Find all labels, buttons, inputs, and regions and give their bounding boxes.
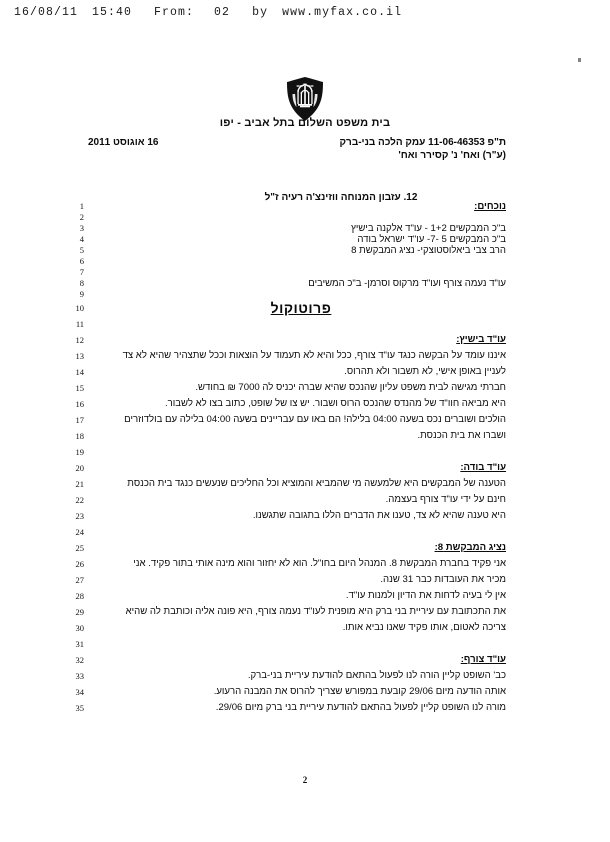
section-line: הולכים ושוברים נכס בשעה 04:00 בלילה! הם באו עם עבריינים בשעה 04:00 בלילה עם בולדוזרים — [124, 414, 506, 425]
spacer-row — [96, 212, 506, 223]
section-line: היא טענה שהיא לא צד, טענו את הדברים הללו בתגובה שתגשנו. — [252, 510, 506, 521]
line-number: 22 — [75, 495, 84, 505]
line-number: 12 — [75, 335, 84, 345]
spacer-row — [96, 316, 506, 332]
line-number: 9 — [79, 289, 84, 299]
spacer-row — [96, 289, 506, 300]
spacer-row — [96, 636, 506, 652]
spacer-row — [96, 444, 506, 460]
spacer-row — [96, 267, 506, 278]
section-line: לעניין באופן אישי, לא תשבור ולא תהרוס. — [344, 366, 506, 377]
section-line: מכיר את העובדות כבר 31 שנה. — [380, 574, 506, 585]
section-line: חברתי מגישה לבית משפט עליון שהנכס שהיא שברה יכניס לה 7000 ₪ בחודש. — [195, 382, 506, 393]
fax-date: 16/08/11 — [14, 6, 79, 19]
page-number: 2 — [302, 775, 308, 785]
line-number: 19 — [75, 447, 84, 457]
case-parties: (ע"ר) ואח' נ' קסירר ואח' — [398, 150, 506, 161]
section-line: כב' השופט קליין הורה לנו לפעול בהתאם להודעת עיריית בני-ברק. — [247, 670, 506, 681]
line-number: 17 — [75, 415, 84, 425]
line-number: 3 — [79, 223, 84, 233]
section-heading: עו"ד צורף: — [460, 654, 506, 665]
protocol-title-row — [96, 300, 506, 316]
attendees-heading: נוכחים: — [474, 201, 506, 212]
section-line: אין לי בעיה לדחות את הדיון ולמנות עו"ד. — [345, 590, 506, 601]
fax-service-url: www.myfax.co.il — [282, 6, 403, 19]
fax-transmission-header — [14, 6, 596, 22]
section-line: מורה לנו השופט קליין לפעול בהתאם להודעת עיריית בני ברק מיום 29/06. — [215, 702, 506, 713]
line-number-gutter — [62, 201, 84, 716]
section-heading-row — [96, 652, 506, 668]
section-line: הטענה של המבקשים היא שלמעשה מי שהמביא והמוציא וכל החליכים שנעשים כנגד בית הכנסת — [127, 478, 506, 489]
line-number: 18 — [75, 431, 84, 441]
case-header — [88, 136, 506, 162]
line-number: 24 — [75, 527, 84, 537]
line-number: 33 — [75, 671, 84, 681]
israel-state-emblem-icon — [284, 76, 326, 120]
section-line: צריכה לאטום, אותו פקיד שאנו נביא אותו. — [342, 622, 506, 633]
case-date: 16 אוגוסט 2011 — [88, 137, 159, 148]
section-line: היא מביאה חוו"ד של מהנדס שהנכס הרוס ושבור. יש צו של שופט, כתוב בצו לא לשבור. — [164, 398, 506, 409]
line-number: 5 — [79, 245, 84, 255]
line-number: 7 — [79, 267, 84, 277]
court-title: בית משפט השלום בתל אביב - יפו — [219, 117, 391, 129]
section-heading: עו"ד בישיץ: — [456, 334, 506, 345]
section-line: חינם על ידי עו"ד צורף בעצמה. — [385, 494, 506, 505]
fax-from-number: 02 — [214, 6, 231, 19]
line-number: 25 — [75, 543, 84, 553]
fax-by-label: by — [252, 6, 269, 19]
line-number: 14 — [75, 367, 84, 377]
line-number: 31 — [75, 639, 84, 649]
section-line: איננו עומד על הבקשה כנגד עו"ד צורף, ככל והיא לא תעמוד על הוצאות וככל שתצהיר שהיא לא צד — [122, 350, 506, 361]
line-number: 13 — [75, 351, 84, 361]
attendee-line: הרב צבי ביאלוסטוצקי- נציג המבקשת 8 — [351, 245, 506, 256]
protocol-title: פרוטוקול — [270, 300, 332, 316]
line-number: 35 — [75, 703, 84, 713]
section-line: את התכתובת עם עיריית בני ברק היא מופנית לעו"ד נעמה צורף, היא פונה אליה וכותבת לה שהיא — [125, 606, 506, 617]
spacer-row — [96, 524, 506, 540]
attendee-line: עו"ד נעמה צורף ועו"ד מרקוס וסרמן- ב"כ המשיבים — [308, 278, 506, 289]
attendee-line: ב"כ המבקשים 5 -7- עו"ד ישראל בודה — [357, 234, 506, 245]
fax-from-label: From: — [154, 6, 195, 19]
attendee-line: ב"כ המבקשים 1+2 - עו"ד אלקנה בישיץ — [351, 223, 506, 234]
section-heading-row — [96, 540, 506, 556]
protocol-body — [96, 201, 506, 716]
section-heading-row — [96, 460, 506, 476]
line-number: 29 — [75, 607, 84, 617]
line-number: 30 — [75, 623, 84, 633]
line-number: 34 — [75, 687, 84, 697]
line-number: 15 — [75, 383, 84, 393]
line-number: 2 — [79, 212, 84, 222]
line-number: 8 — [79, 278, 84, 288]
scan-artifact-speck — [578, 58, 581, 62]
fax-time: 15:40 — [92, 6, 133, 19]
line-number: 23 — [75, 511, 84, 521]
line-number: 16 — [75, 399, 84, 409]
section-line: אני פקיד בחברת המבקשת 8. המנהל היום בחו"ל. הוא לא יחזור והוא מינה אותי בתור פקיד. אני — [133, 558, 506, 569]
section-line: אותה הודעה מיום 29/06 קובעת במפורש שצריך להרוס את המבנה הרעוע. — [213, 686, 506, 697]
case-number: ת"פ 11-06-46353 עמק הלכה בני-ברק — [339, 137, 506, 148]
section-heading-row — [96, 332, 506, 348]
line-number: 1 — [79, 201, 84, 211]
line-number: 20 — [75, 463, 84, 473]
section-line: ושברו את בית הכנסת. — [417, 430, 506, 441]
section-heading: נציג המבקשת 8: — [434, 542, 506, 553]
spacer-row — [96, 256, 506, 267]
line-number: 6 — [79, 256, 84, 266]
line-number: 27 — [75, 575, 84, 585]
line-number: 32 — [75, 655, 84, 665]
line-number: 28 — [75, 591, 84, 601]
line-number: 4 — [79, 234, 84, 244]
case-subject: 12. עזבון המנוחה ווזינצ'ה רעיה ז"ל — [264, 192, 418, 203]
line-number: 11 — [75, 319, 84, 329]
line-number: 10 — [75, 303, 84, 313]
section-heading: עו"ד בודה: — [460, 462, 506, 473]
line-number: 26 — [75, 559, 84, 569]
line-number: 21 — [75, 479, 84, 489]
